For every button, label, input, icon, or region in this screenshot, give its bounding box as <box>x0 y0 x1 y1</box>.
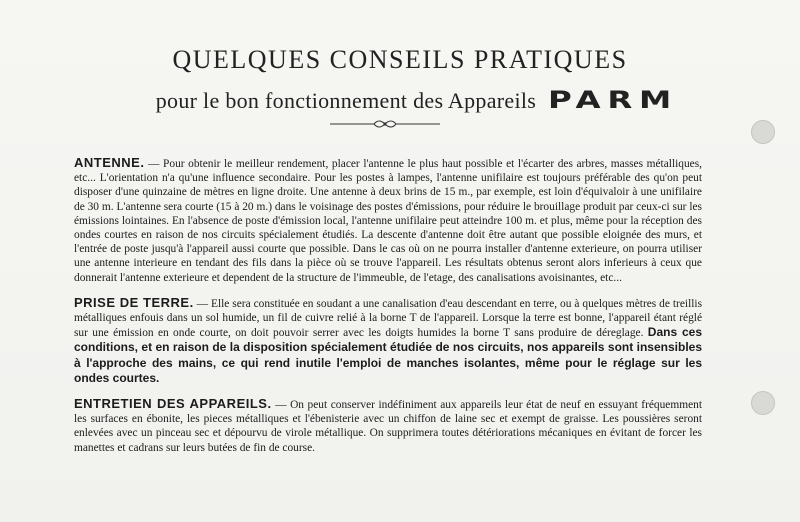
section-prise-de-terre <box>74 296 702 386</box>
section-heading-entretien: ENTRETIEN DES APPAREILS. <box>74 396 272 412</box>
section-antenne <box>74 156 702 285</box>
binder-hole-bottom <box>751 391 775 415</box>
section-text-prise-de-terre: — Elle sera constituée en soudant a une canalisation d'eau descendant en terre, ou à quelques mètres de treillis métalliques enfouis dans un sol humide, un fil de cuivre relié à la borne T de l'appareil. Lorsque la terre est bonne, l'appareil étant réglé sur une émission en onde courte, on doit pouvoir serrer avec les doigts humides la borne T sans produire de déreglage. <box>74 297 702 340</box>
section-heading-antenne: ANTENNE. <box>74 155 145 170</box>
page-title: QUELQUES CONSEILS PRATIQUES <box>172 45 628 74</box>
section-emphasis-prise-de-terre: Dans ces conditions, et en raison de la disposition spécialement étudiée de nos circuits, nos appareils sont insensibles à l'approche des mains, ce qui rend inutile l'emploi de manches isolantes, même pour le réglage sur les ondes courtes. <box>74 325 702 385</box>
section-entretien <box>74 397 702 455</box>
document-body <box>74 156 702 466</box>
section-heading-prise-de-terre: PRISE DE TERRE. <box>74 294 194 310</box>
binder-hole-top <box>751 120 775 144</box>
subtitle-text: pour le bon fonctionnement des Appareils <box>155 88 537 113</box>
ornament-divider-icon <box>330 118 440 130</box>
brand-logo: PARM <box>547 86 678 114</box>
page-subtitle <box>0 86 800 114</box>
section-text-antenne: — Pour obtenir le meilleur rendement, placer l'antenne le plus haut possible et l'écarter des arbres, masses métalliques, etc... L'orientation n'a qu'une influence secondaire. Pour les postes à lampes, l'antenne unifilaire est toujours préférable des qu'on peut disposer d'une quinzaine de mètres en ligne droite. Une antenne à deux brins de 15 m., par exemple, est loin d'équivaloir à une unifilaire de 30 m. L'antenne sera courte (15 à 20 m.) dans le voisinage des postes d'émissions, pour réduire le brouillage produit par ceux-ci sur les émissions lointaines. En l'absence de poste d'émission local, l'antenne unifilaire peut atteindre 100 m. et plus, même pour la réception des ondes courtes en raison de nos circuits spécialement étudiés. La descente d'antenne doit être autant que possible eloignée des murs, et l'entrée de poste jusqu'à l'appareil aussi courte que possible. Dans le cas où on ne pourra installer d'antenne exterieure, on pourra utiliser une antenne interieure en tendant des fils dans la pièce où se trouve l'appareil. Les résultats obtenus seront alors inferieurs à ceux que donnerait l'antenne exterieure et dependent de la structure de l'immeuble, de l'etage, des canalisations avoisinantes, etc... <box>74 158 702 284</box>
section-text-entretien: — On peut conserver indéfiniment aux appareils leur état de neuf en essuyant fréquemment les surfaces en ébonite, les pieces métalliques et l'ébenisterie avec un chiffon de laine sec et exempt de graisse. Les poussières seront enlevées avec un pinceau sec et dépourvu de virole métallique. On supprimera toutes détériorations mécaniques en évitant de forcer les manettes et cadrans sur leurs butées de fin de course. <box>74 399 702 454</box>
